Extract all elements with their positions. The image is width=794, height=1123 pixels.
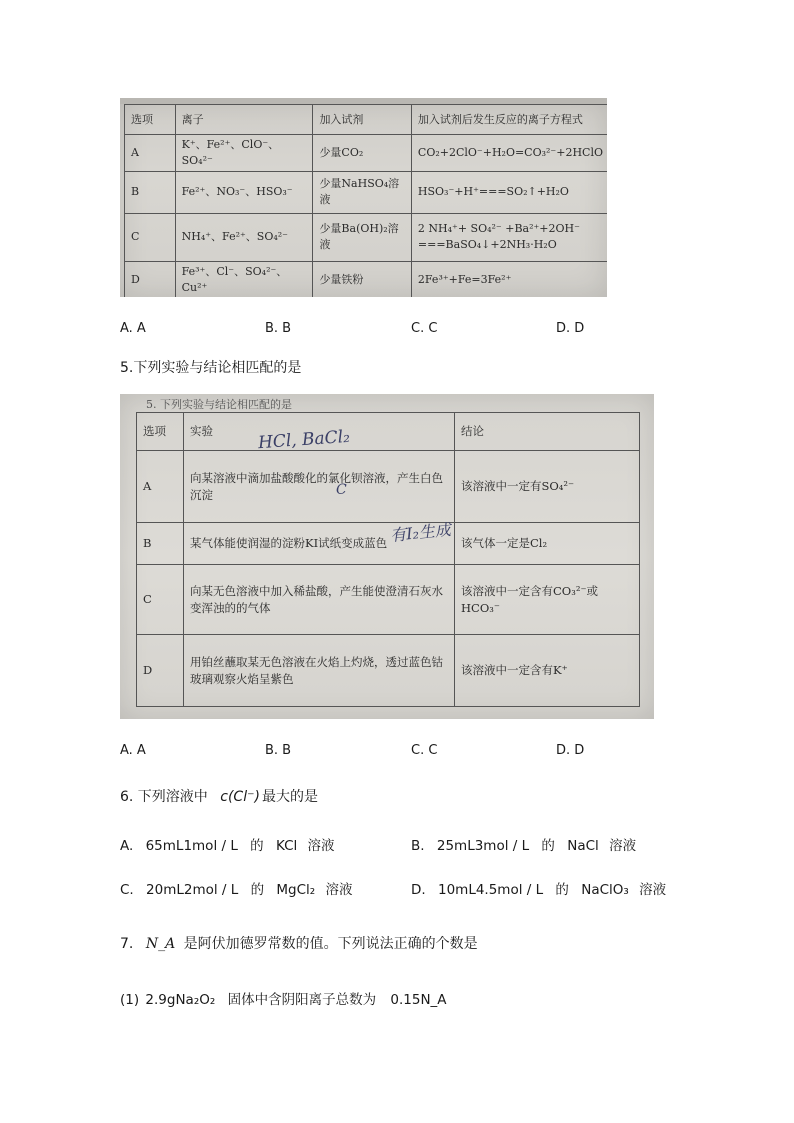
option-cell: D — [125, 261, 176, 297]
header-cell: 结论 — [455, 413, 640, 451]
q4-option-d: D. D — [556, 321, 585, 336]
table-photo-1 — [120, 98, 607, 297]
experiment-cell: 向某无色溶液中加入稀盐酸，产生能使澄清石灰水变浑浊的的气体 — [184, 565, 455, 635]
option-suffix: 溶液 — [325, 882, 353, 898]
q5-option-c: C. C — [411, 743, 438, 758]
option-solute: KCl — [275, 838, 298, 854]
header-cell: 选项 — [137, 413, 184, 451]
table-row — [125, 135, 608, 172]
q4-option-b: B. B — [265, 321, 292, 336]
option-suffix: 溶液 — [609, 838, 637, 854]
equation-cell: 2 NH₄⁺+ SO₄²⁻ +Ba²⁺+2OH⁻ ===BaSO₄↓+2NH₃·H₂O — [411, 213, 607, 261]
table-row — [125, 261, 608, 297]
q4-option-a: A. A — [120, 321, 146, 336]
option-cell: B — [125, 171, 176, 213]
experiment-table — [136, 412, 640, 707]
experiment-cell: 用铂丝蘸取某无色溶液在火焰上灼烧，透过蓝色钴玻璃观察火焰呈紫色 — [184, 635, 455, 707]
option-cell: C — [125, 213, 176, 261]
ions-cell: K⁺、Fe²⁺、ClO⁻、SO₄²⁻ — [175, 135, 313, 172]
ions-cell: NH₄⁺、Fe²⁺、SO₄²⁻ — [175, 213, 313, 261]
option-solute: NaCl — [567, 838, 599, 854]
handwriting-reagents: HCl, BaCl₂ — [257, 426, 351, 454]
option-amount: 10mL4.5mol / L — [437, 882, 544, 898]
q6-stem-suffix: 最大的是 — [261, 789, 318, 805]
option-cell: B — [137, 523, 184, 565]
q7-number: 7. — [120, 936, 134, 952]
option-de: 的 — [250, 882, 265, 898]
conclusion-cell: 该气体一定是Cl₂ — [455, 523, 640, 565]
table-row — [137, 523, 640, 565]
table-row — [125, 171, 608, 213]
q7-stem-text: 是阿伏加德罗常数的值。下列说法正确的个数是 — [183, 936, 478, 952]
experiment-cell: 某气体能使润湿的淀粉KI试纸变成蓝色 — [184, 523, 455, 565]
option-cell: D — [137, 635, 184, 707]
ions-cell: Fe³⁺、Cl⁻、SO₄²⁻、Cu²⁺ — [175, 261, 313, 297]
item-value: 0.15N_A — [390, 992, 447, 1008]
option-suffix: 溶液 — [307, 838, 335, 854]
ion-table — [124, 104, 607, 297]
option-label: D. — [411, 882, 426, 898]
option-label: A. — [120, 838, 134, 854]
option-amount: 20mL2mol / L — [146, 882, 239, 898]
conclusion-cell: 该溶液中一定含有CO₃²⁻或HCO₃⁻ — [455, 565, 640, 635]
q6-stem — [120, 786, 318, 806]
table-photo-2 — [120, 394, 654, 719]
q6-stem-expr: c(Cl⁻) — [220, 789, 260, 805]
table-header-row — [137, 413, 640, 451]
option-label: B. — [411, 838, 425, 854]
table-row — [137, 635, 640, 707]
reagent-cell: 少量铁粉 — [313, 261, 411, 297]
handwriting-note: 有I₂生成 — [389, 519, 452, 546]
conclusion-cell: 该溶液中一定有SO₄²⁻ — [455, 451, 640, 523]
header-cell: 加入试剂后发生反应的离子方程式 — [411, 105, 607, 135]
conclusion-cell: 该溶液中一定含有K⁺ — [455, 635, 640, 707]
table-header-row — [125, 105, 608, 135]
q5-option-a: A. A — [120, 743, 146, 758]
q6-option-d — [411, 878, 666, 898]
option-amount: 25mL3mol / L — [436, 838, 530, 854]
reagent-cell: 少量NaHSO₄溶液 — [313, 171, 411, 213]
ions-cell: Fe²⁺、NO₃⁻、HSO₃⁻ — [175, 171, 313, 213]
option-cell: A — [137, 451, 184, 523]
q5-option-b: B. B — [265, 743, 292, 758]
q6-option-c — [120, 878, 352, 898]
option-de: 的 — [250, 838, 264, 854]
option-solute: MgCl₂ — [276, 882, 316, 898]
header-cell: 实验 — [184, 413, 455, 451]
option-de: 的 — [555, 882, 569, 898]
equation-cell: 2Fe³⁺+Fe=3Fe²⁺ — [411, 261, 607, 297]
option-cell: A — [125, 135, 176, 172]
q7-stem — [120, 933, 478, 953]
q7-item-1 — [120, 988, 447, 1008]
option-suffix: 溶液 — [639, 882, 667, 898]
reagent-cell: 少量Ba(OH)₂溶液 — [313, 213, 411, 261]
item-formula: 2.9gNa₂O₂ — [145, 992, 216, 1008]
option-amount: 65mL1mol / L — [145, 838, 238, 854]
item-label: (1) — [120, 992, 140, 1008]
handwriting-answer: C — [336, 482, 347, 498]
q6-stem-prefix: 6. 下列溶液中 — [120, 789, 208, 805]
q5-option-d: D. D — [556, 743, 585, 758]
q4-option-c: C. C — [411, 321, 438, 336]
q6-option-b — [411, 834, 636, 854]
q7-symbol: N_A — [145, 936, 176, 952]
reagent-cell: 少量CO₂ — [313, 135, 411, 172]
table-row — [137, 565, 640, 635]
equation-cell: CO₂+2ClO⁻+H₂O=CO₃²⁻+2HClO — [411, 135, 607, 172]
header-cell: 选项 — [125, 105, 176, 135]
photo-caption: 5. 下列实验与结论相匹配的是 — [146, 398, 292, 411]
q6-option-a — [120, 834, 335, 854]
table-row — [125, 213, 608, 261]
item-text: 固体中含阴阳离子总数为 — [227, 992, 377, 1008]
experiment-cell: 向某溶液中滴加盐酸酸化的氯化钡溶液，产生白色沉淀 — [184, 451, 455, 523]
option-label: C. — [120, 882, 134, 898]
option-de: 的 — [541, 838, 555, 854]
q5-stem: 5.下列实验与结论相匹配的是 — [120, 360, 302, 376]
option-solute: NaClO₃ — [581, 882, 629, 898]
equation-cell: HSO₃⁻+H⁺===SO₂↑+H₂O — [411, 171, 607, 213]
table-row — [137, 451, 640, 523]
header-cell: 离子 — [175, 105, 313, 135]
header-cell: 加入试剂 — [313, 105, 411, 135]
option-cell: C — [137, 565, 184, 635]
